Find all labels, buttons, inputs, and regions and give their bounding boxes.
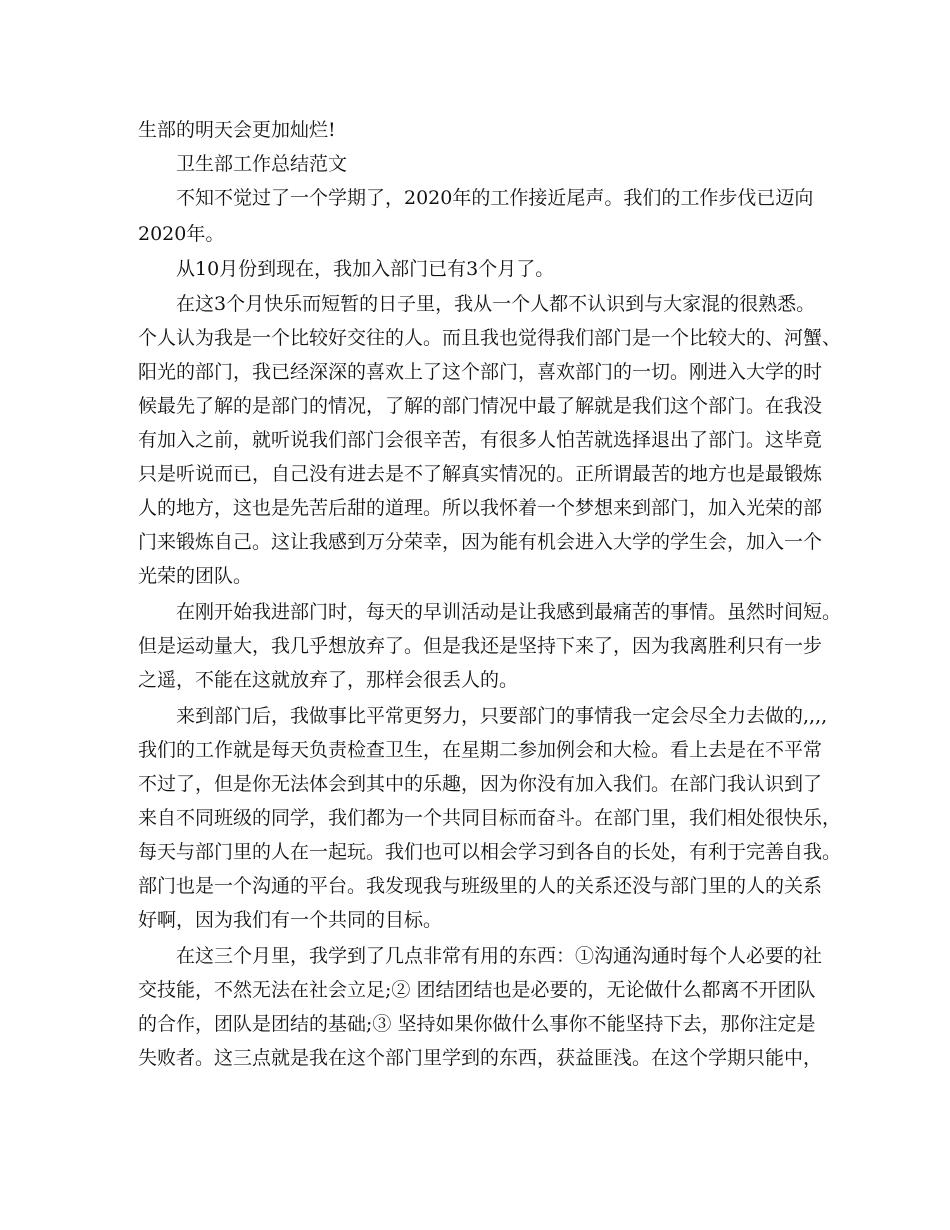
- text-line: 只是听说而已，自己没有进去是不了解真实情况的。正所谓最苦的地方也是最锻炼: [138, 463, 823, 485]
- text-line: 来到部门后，我做事比平常更努力，只要部门的事情我一定会尽全力去做的,,,,: [176, 705, 828, 727]
- text-line: 阳光的部门，我已经深深的喜欢上了这个部门，喜欢部门的一切。刚进入大学的时: [138, 361, 823, 383]
- text-line: 我们的工作就是每天负责检查卫生，在星期二参加例会和大检。看上去是在不平常: [138, 739, 823, 761]
- text-line: 2020年。: [138, 223, 225, 245]
- text-line: 生部的明天会更加灿烂!: [138, 119, 336, 141]
- text-line: 候最先了解的是部门的情况，了解的部门情况中最了解就是我们这个部门。在我没: [138, 395, 823, 417]
- text-line: 有加入之前，就听说我们部门会很辛苦，有很多人怕苦就选择退出了部门。这毕竟: [138, 429, 823, 451]
- text-line: 在这3个月快乐而短暂的日子里，我从一个人都不认识到与大家混的很熟悉。: [176, 293, 816, 315]
- text-line: 个人认为我是一个比较好交往的人。而且我也觉得我们部门是一个比较大的、河蟹、: [138, 327, 842, 349]
- text-line: 之遥，不能在这就放弃了，那样会很丢人的。: [138, 669, 519, 691]
- text-line: 不知不觉过了一个学期了，2020年的工作接近尾声。我们的工作步伐已迈向: [176, 187, 814, 209]
- text-line: 但是运动量大，我几乎想放弃了。但是我还是坚持下来了，因为我离胜利只有一步: [138, 635, 823, 657]
- text-line: 不过了，但是你无法体会到其中的乐趣，因为你没有加入我们。在部门我认识到了: [138, 773, 823, 795]
- text-line: 在刚开始我进部门时，每天的早训活动是让我感到最痛苦的事情。虽然时间短。: [176, 601, 842, 623]
- text-line: 从10月份到现在，我加入部门已有3个月了。: [176, 258, 555, 280]
- text-line: 门来锻炼自己。这让我感到万分荣幸，因为能有机会进入大学的学生会，加入一个: [138, 531, 823, 553]
- text-line: 每天与部门里的人在一起玩。我们也可以相会学习到各自的长处，有利于完善自我。: [138, 841, 842, 863]
- text-line: 来自不同班级的同学，我们都为一个共同目标而奋斗。在部门里，我们相处很快乐，: [138, 807, 842, 829]
- text-line: 光荣的团队。: [138, 565, 253, 587]
- text-line: 部门也是一个沟通的平台。我发现我与班级里的人的关系还没与部门里的人的关系: [138, 875, 823, 897]
- text-line: 的合作，团队是团结的基础;③ 坚持如果你做什么事你不能坚持下去，那你注定是: [138, 1013, 816, 1035]
- section-heading: 卫生部工作总结范文: [176, 153, 348, 175]
- text-line: 好啊，因为我们有一个共同的目标。: [138, 909, 443, 931]
- text-line: 交技能，不然无法在社会立足;② 团结团结也是必要的，无论做什么都离不开团队: [138, 979, 816, 1001]
- text-line: 人的地方，这也是先苦后甜的道理。所以我怀着一个梦想来到部门，加入光荣的部: [138, 497, 823, 519]
- text-line: 在这三个月里，我学到了几点非常有用的东西：①沟通沟通时每个人必要的社: [176, 945, 823, 967]
- text-line: 失败者。这三点就是我在这个部门里学到的东西，获益匪浅。在这个学期只能中，: [138, 1047, 823, 1069]
